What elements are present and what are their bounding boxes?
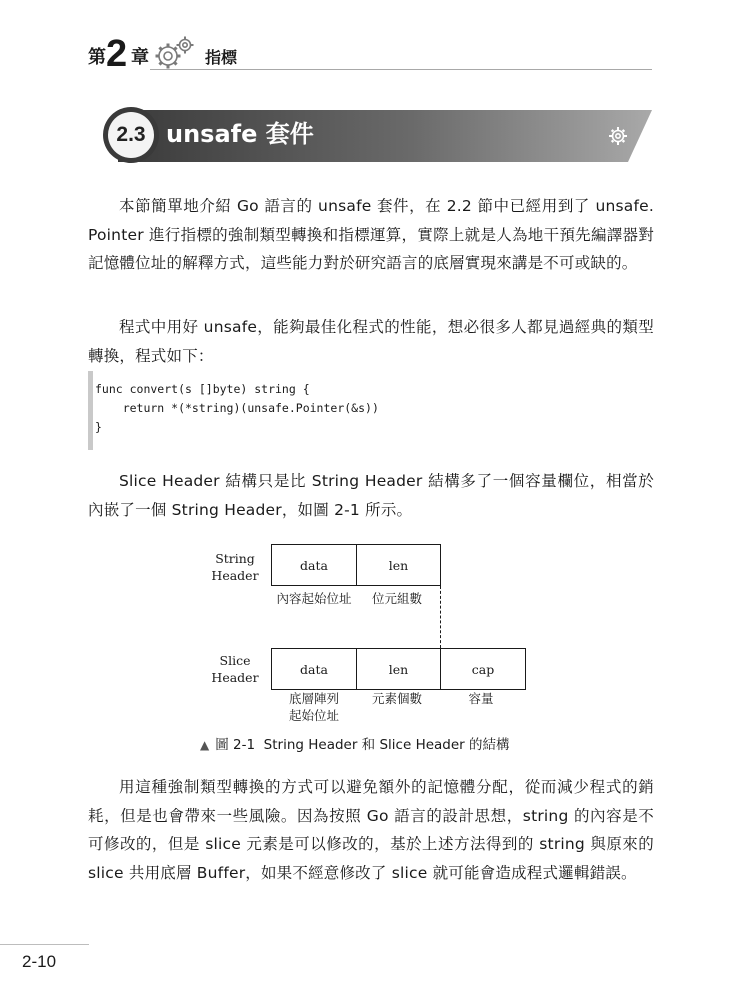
string-field-len: len (356, 544, 441, 586)
code-block-bar (88, 371, 93, 450)
code-line: } (95, 420, 102, 434)
code-line: return *(*string)(unsafe.Pointer(&s)) (95, 401, 379, 415)
figure-caption (200, 736, 510, 754)
slice-desc-len: 元素個數 (371, 691, 422, 706)
slice-field-len: len (356, 648, 441, 690)
slice-field-cap: cap (440, 648, 526, 690)
page-number: 2-10 (22, 952, 57, 971)
paragraph-intro: 本節簡單地介紹 Go 語言的 unsafe 套件，在 2.2 節中已經用到了 unsafe. Pointer 進行指標的強制類型轉換和指標運算，實際上就是人為地干預先編譯器對記憶體位址的解釋方式，這些能力對於研究語言的底層實現來講是不可或缺的。 (88, 197, 654, 272)
header-rule (150, 69, 652, 70)
code-line: func convert(s []byte) string { (95, 382, 310, 396)
chapter-title: 指標 (205, 48, 238, 67)
footer-rule (0, 944, 89, 945)
chapter-prefix: 第 (88, 47, 106, 68)
string-header-label: String Header (211, 551, 259, 583)
dashed-connector (440, 586, 441, 648)
triangle-icon: ▲ (200, 738, 210, 752)
string-field-data: data (271, 544, 357, 586)
slice-field-data: data (271, 648, 357, 690)
figure-caption-text: 圖 2-1 String Header 和 Slice Header 的結構 (215, 737, 510, 753)
string-desc-data: 內容起始位址 (276, 591, 352, 606)
paragraph-unsafe-usage: 程式中用好 unsafe，能夠最佳化程式的性能，想必很多人都見過經典的類型轉換，程式如下： (88, 318, 654, 365)
slice-desc-data: 底層陣列 起始位址 (288, 691, 339, 723)
slice-desc-cap: 容量 (468, 691, 494, 706)
string-desc-len: 位元組數 (371, 591, 422, 606)
code-block (95, 380, 635, 437)
gear-icon (608, 126, 628, 146)
section-number: 2.3 (116, 123, 146, 146)
chapter-number: 2 (106, 33, 128, 75)
gears-icon (150, 34, 196, 72)
section-title: unsafe 套件 (166, 120, 314, 148)
paragraph-slice-header: Slice Header 結構只是比 String Header 結構多了一個容量欄位，相當於內嵌了一個 String Header，如圖 2-1 所示。 (88, 472, 654, 519)
chapter-suffix: 章 (131, 47, 149, 68)
paragraph-risks: 用這種強制類型轉換的方式可以避免額外的記憶體分配，從而減少程式的銷耗，但是也會帶來一些風險。因為按照 Go 語言的設計思想，string 的內容是不可修改的，但是 slice 元素是可以修改的，基於上述方法得到的 string 與原來的 slice 共用底層 Buffer，如果不經意修改了 slice 就可能會造成程式邏輯錯誤。 (88, 778, 654, 882)
slice-header-label: Slice Header (211, 653, 259, 685)
